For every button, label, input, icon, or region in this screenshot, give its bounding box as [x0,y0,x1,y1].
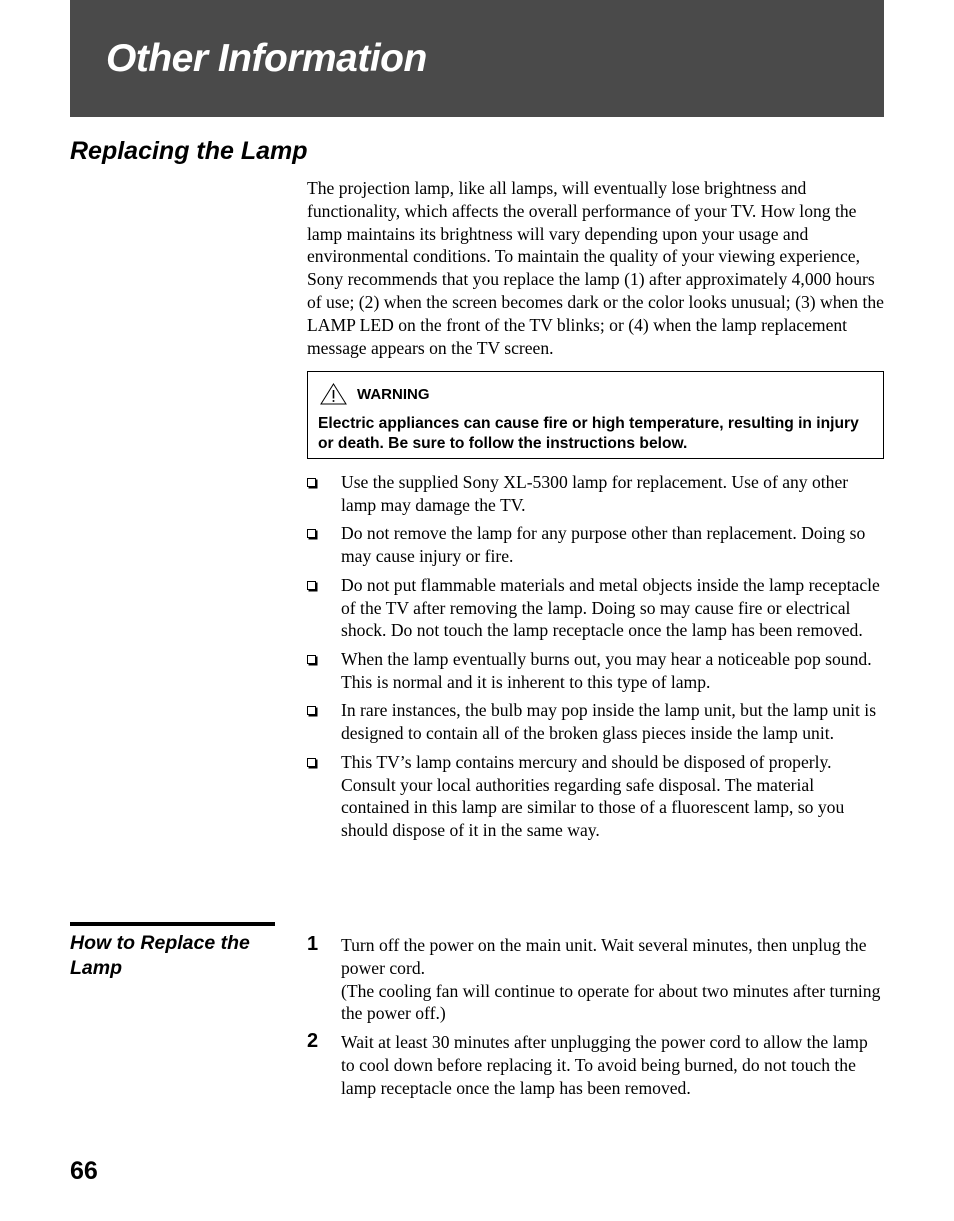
list-item-text: This TV’s lamp contains mercury and should be disposed of properly. Consult your local authorities regarding safe disposal. The material contained in this lamp are similar to those of a fluorescent lamp, so you should dispose of it in the same way. [341,751,845,841]
list-item-text: Do not put flammable materials and metal objects inside the lamp receptacle of the TV after removing the lamp. Doing so may cause fire or electrical shock. Do not touch the lamp receptacle once the lamp has been removed. [341,574,880,641]
page-number: 66 [70,1157,98,1185]
step-number: 1 [307,933,319,955]
checkbox-bullet-icon [307,758,316,767]
list-item [307,471,885,517]
list-item-text: When the lamp eventually burns out, you may hear a noticeable pop sound. This is normal and it is inherent to this type of lamp. [341,648,872,692]
list-item [307,751,885,842]
step-text: Wait at least 30 minutes after unplugging the power cord to allow the lamp to cool down before replacing it. To avoid being burned, do not touch the lamp receptacle once the lamp has been removed. [341,1031,868,1098]
list-item [307,699,885,745]
warning-label: WARNING [357,385,430,403]
warning-box [307,371,884,459]
list-item [307,574,885,642]
chapter-title: Other Information [106,37,427,80]
step-list [307,934,885,1105]
precaution-list [307,471,885,848]
checkbox-bullet-icon [307,655,316,664]
list-item [307,522,885,568]
checkbox-bullet-icon [307,529,316,538]
warning-heading [320,382,430,406]
subsection-rule [70,922,275,926]
section-title: Replacing the Lamp [70,137,308,165]
list-item-text: In rare instances, the bulb may pop inside the lamp unit, but the lamp unit is designed to contain all of the broken glass pieces inside the lamp unit. [341,700,877,744]
subsection-title: How to Replace the Lamp [70,932,250,979]
step-item [307,934,885,1025]
list-item-text: Do not remove the lamp for any purpose other than replacement. Doing so may cause injury or fire. [341,523,866,567]
list-item-text: Use the supplied Sony XL-5300 lamp for replacement. Use of any other lamp may damage the TV. [341,472,849,515]
checkbox-bullet-icon [307,581,316,590]
warning-triangle-icon [320,383,347,405]
step-note: (The cooling fan will continue to operate for about two minutes after turning the power off.) [341,980,881,1024]
warning-text: Electric appliances can cause fire or high temperature, resulting in injury or death. Be sure to follow the instructions below. [318,415,859,452]
step-item [307,1031,885,1099]
checkbox-bullet-icon [307,706,316,715]
intro-paragraph: The projection lamp, like all lamps, will eventually lose brightness and functionality, which affects the overall performance of your TV. How long the lamp maintains its brightness will vary depending upon your usage and environmental conditions. To maintain the quality of your viewing experience, Sony recommends that you replace the lamp (1) after approximately 4,000 hours of use; (2) when the screen becomes dark or the color looks unusual; (3) when the LAMP LED on the front of the TV blinks; or (4) when the lamp replacement message appears on the TV screen. [307,178,884,358]
step-number: 2 [307,1029,319,1052]
chapter-header-band [70,0,884,117]
checkbox-bullet-icon [307,478,316,487]
step-text: Turn off the power on the main unit. Wait several minutes, then unplug the power cord. [341,935,867,978]
list-item [307,648,885,694]
